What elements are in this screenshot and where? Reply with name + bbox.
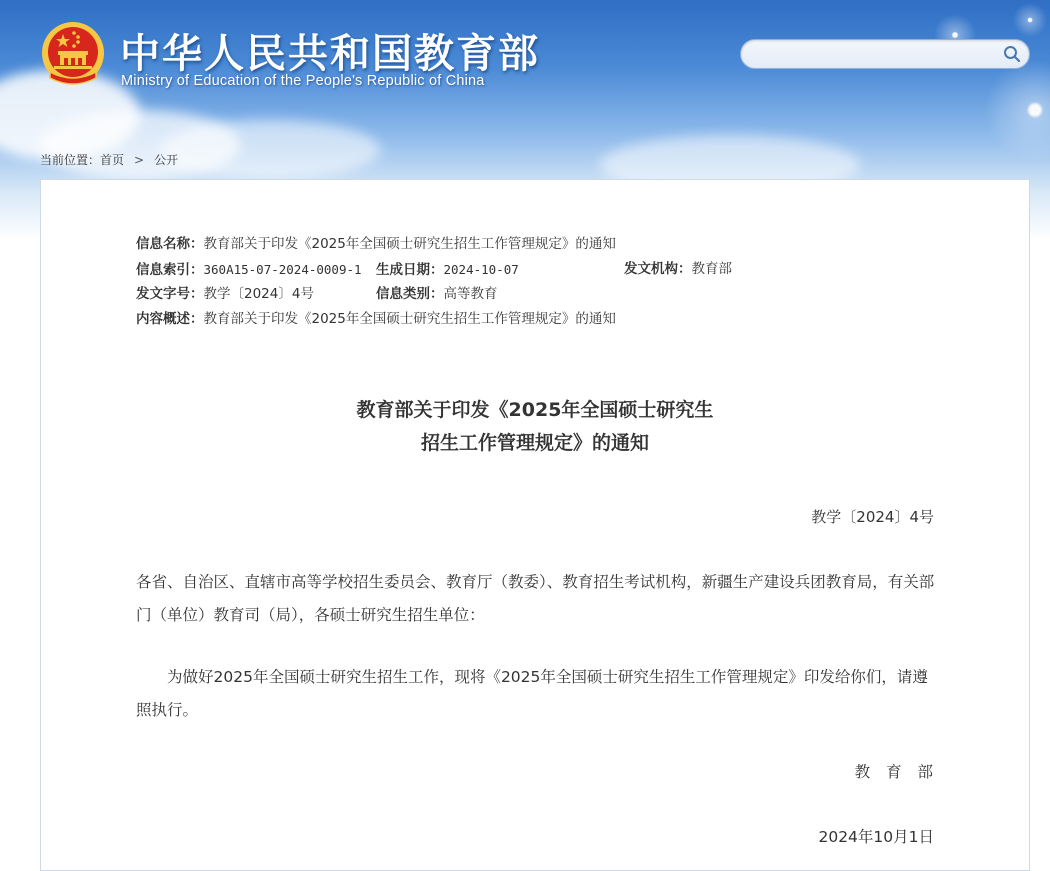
breadcrumb-home-link[interactable]: 首页 xyxy=(100,153,125,167)
cloud-decoration xyxy=(160,120,380,180)
meta-row-docno xyxy=(136,282,936,307)
meta-label: 信息名称： xyxy=(136,236,204,252)
meta-row-name xyxy=(136,232,936,257)
meta-value: 高等教育 xyxy=(443,286,498,302)
meta-row-index xyxy=(136,257,936,282)
meta-value: 360A15-07-2024-0009-1 xyxy=(203,262,362,277)
dandelion-decoration xyxy=(1010,0,1050,40)
meta-value: 2024-10-07 xyxy=(443,262,519,277)
breadcrumb-public-link[interactable]: 公开 xyxy=(154,153,179,167)
signature: 教 育 部 xyxy=(854,763,934,781)
meta-value: 教育部关于印发《2025年全国硕士研究生招生工作管理规定》的通知 xyxy=(203,236,616,252)
meta-label: 发文字号： xyxy=(136,286,204,302)
breadcrumb xyxy=(40,151,178,168)
article-container xyxy=(40,179,1030,871)
meta-value: 教育部关于印发《2025年全国硕士研究生招生工作管理规定》的通知 xyxy=(203,311,616,327)
meta-label: 生成日期： xyxy=(376,262,444,278)
meta-value: 教学〔2024〕4号 xyxy=(203,286,314,302)
meta-label: 发文机构： xyxy=(624,261,692,277)
meta-label: 信息类别： xyxy=(376,286,444,302)
meta-value: 教育部 xyxy=(691,261,732,277)
search-icon[interactable] xyxy=(1002,44,1022,64)
breadcrumb-separator: > xyxy=(134,153,145,167)
meta-row-summary xyxy=(136,307,936,332)
national-emblem-icon xyxy=(40,20,106,90)
body-paragraph: 为做好2025年全国硕士研究生招生工作，现将《2025年全国硕士研究生招生工作管理规定》印发给你们，请遵照执行。 xyxy=(136,668,928,719)
recipients-paragraph: 各省、自治区、直辖市高等学校招生委员会、教育厅（教委）、教育招生考试机构，新疆生产建设兵团教育局，有关部门（单位）教育司（局），各硕士研究生招生单位： xyxy=(136,573,935,624)
document-number: 教学〔2024〕4号 xyxy=(811,508,934,526)
meta-label: 内容概述： xyxy=(136,311,204,327)
breadcrumb-prefix: 当前位置： xyxy=(40,153,101,167)
document-title xyxy=(41,394,1029,460)
site-subtitle: Ministry of Education of the People's Republic of China xyxy=(121,73,485,89)
info-metadata xyxy=(136,232,936,332)
document-title-line: 招生工作管理规定》的通知 xyxy=(420,432,649,454)
meta-label: 信息索引： xyxy=(136,262,204,278)
search-input[interactable] xyxy=(753,44,997,66)
search-box[interactable] xyxy=(740,39,1030,69)
site-title[interactable]: 中华人民共和国教育部 xyxy=(120,31,540,77)
document-date: 2024年10月1日 xyxy=(818,828,934,846)
document-title-line: 教育部关于印发《2025年全国硕士研究生 xyxy=(356,399,714,421)
